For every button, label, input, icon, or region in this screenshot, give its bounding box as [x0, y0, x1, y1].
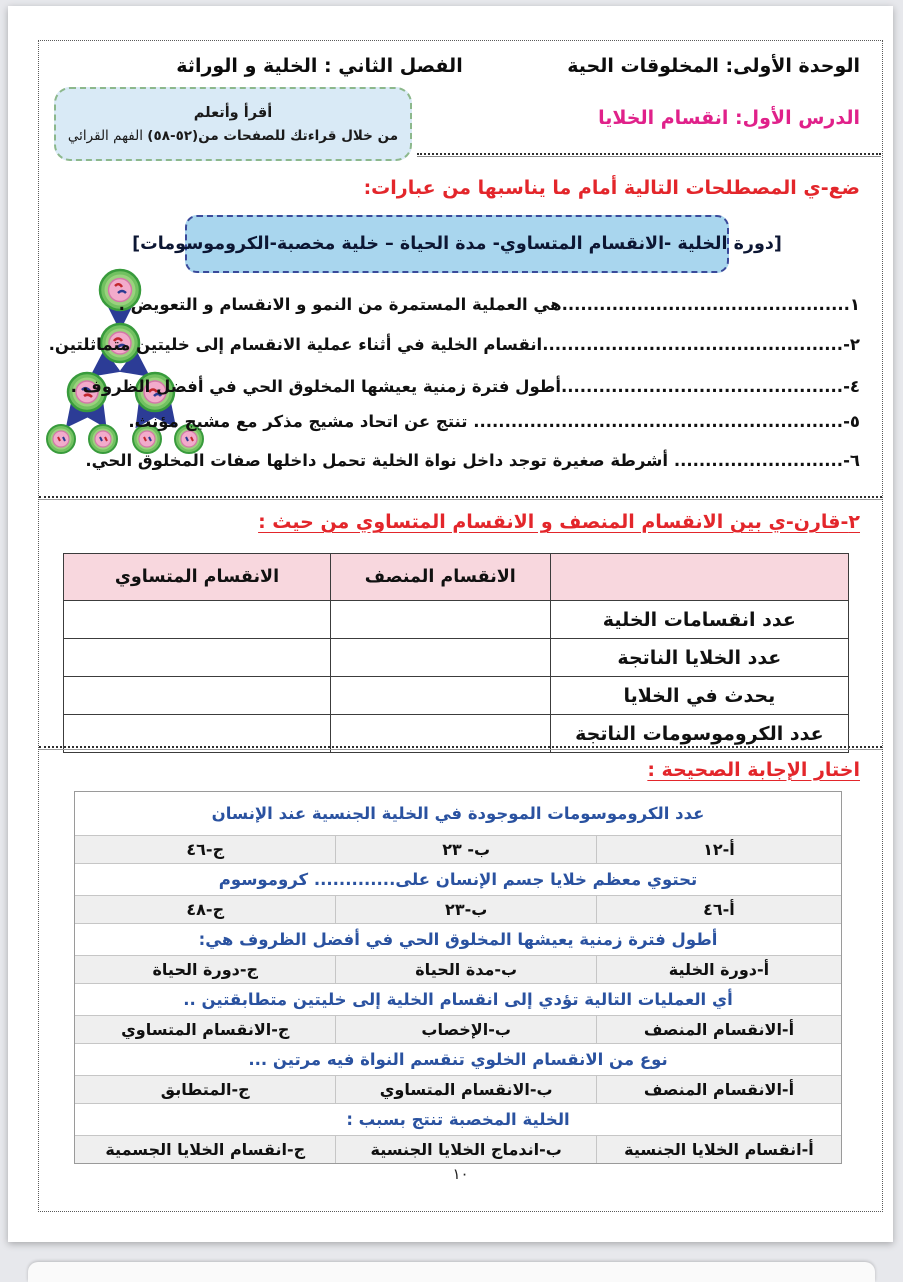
page-number: ١٠ — [452, 1165, 469, 1183]
table-row — [64, 639, 849, 677]
mcq-answer-row — [75, 836, 841, 864]
answer-blank-dots: ................................................ — [542, 335, 844, 354]
meiosis-column-header: الانقسام المنصف — [330, 554, 550, 601]
term-item-number: ١. — [843, 295, 860, 314]
answer-cell-mitosis — [64, 601, 331, 639]
row-label: عدد انقسامات الخلية — [550, 601, 848, 639]
header-dotted-divider — [417, 153, 881, 157]
term-item-1 — [119, 295, 860, 314]
comparison-header-row — [64, 554, 849, 601]
gamete-cell — [47, 425, 75, 453]
term-item-6 — [85, 451, 860, 470]
mcq-option-b: ب-الانقسام المتساوي — [335, 1076, 595, 1103]
term-item-2 — [49, 335, 860, 354]
read-and-learn-title: أقرأ وأتعلم — [193, 104, 273, 121]
term-item-number: ٢- — [843, 335, 860, 354]
reading-comprehension-label: الفهم القرائي — [67, 127, 143, 144]
term-item-number: ٦- — [843, 451, 860, 470]
mcq-question: عدد الكروموسومات الموجودة في الخلية الجنسية عند الإنسان — [75, 792, 841, 836]
mcq-option-a: أ-١٢ — [596, 836, 841, 863]
term-item-number: ٤- — [843, 377, 860, 396]
mcq-option-c: ج-دورة الحياة — [152, 960, 259, 979]
term-item-text: تنتج عن اتحاد مشيج مذكر مع مشيج مؤنث. — [128, 412, 474, 431]
section-divider — [39, 746, 882, 750]
mcq-question: أطول فترة زمنية يعيشها المخلوق الحي في أفضل الظروف هي: — [75, 924, 841, 956]
answer-blank-dots: ........................... — [673, 451, 844, 470]
read-pages-text: من خلال قراءتك للصفحات من(٥٢-٥٨) — [147, 127, 399, 144]
mcq-question: تحتوي معظم خلايا جسم الإنسان على............. كروموسوم — [75, 864, 841, 896]
answer-cell-mitosis — [64, 677, 331, 715]
lesson-title: الدرس الأول: انقسام الخلايا — [598, 107, 860, 129]
term-item-text: انقسام الخلية في أثناء عملية الانقسام إلى خليتين متماثلتين. — [48, 335, 543, 354]
term-item-text: أشرطة صغيرة توجد داخل نواة الخلية تحمل داخلها صفات المخلوق الحي. — [85, 451, 674, 470]
next-page-edge — [28, 1262, 875, 1282]
worksheet-inner-frame — [38, 40, 883, 1212]
mitosis-column-header: الانقسام المتساوي — [64, 554, 331, 601]
read-and-learn-subtitle — [68, 128, 398, 144]
mcq-option-a: أ-الانقسام المنصف — [596, 1016, 841, 1043]
terms-section-heading: ضع-ي المصطلحات التالية أمام ما يناسبها من عبارات: — [363, 177, 860, 199]
row-label: يحدث في الخلايا — [550, 677, 848, 715]
mcq-option-b: ب- ٢٣ — [335, 836, 595, 863]
answer-cell-meiosis — [330, 601, 550, 639]
term-item-text: أطول فترة زمنية يعيشها المخلوق الحي في أفضل الظروف . — [70, 377, 561, 396]
mcq-option-c: ج-المتطابق — [160, 1080, 250, 1099]
mcq-option-b: ب-الإخصاب — [335, 1016, 595, 1043]
mcq-question: أي العمليات التالية تؤدي إلى انقسام الخلية إلى خليتين متطابقتين .. — [75, 984, 841, 1016]
answer-cell-meiosis — [330, 677, 550, 715]
table-row — [64, 677, 849, 715]
mcq-answer-row — [75, 956, 841, 984]
mcq-table — [74, 791, 842, 1164]
mcq-question: نوع من الانقسام الخلوي تنقسم النواة فيه مرتين ... — [75, 1044, 841, 1076]
answer-blank-dots: ............................................. — [561, 295, 844, 314]
mcq-section-heading: اختار الإجابة الصحيحة : — [647, 759, 860, 781]
answer-blank-dots: ........................................................... — [473, 412, 844, 431]
compare-section-heading: ٢-قارن-ي بين الانقسام المنصف و الانقسام المتساوي من حيث : — [258, 511, 860, 533]
answer-cell-mitosis — [64, 639, 331, 677]
section-divider — [39, 496, 882, 500]
term-item-5 — [128, 412, 860, 431]
mcq-option-b: ب-مدة الحياة — [335, 956, 595, 983]
unit-title: الوحدة الأولى: المخلوقات الحية — [567, 55, 860, 77]
mcq-option-b: ب-٢٣ — [335, 896, 595, 923]
mcq-option-b: ب-اندماج الخلايا الجنسية — [335, 1136, 595, 1163]
mcq-option-a: أ-انقسام الخلايا الجنسية — [596, 1136, 841, 1163]
mcq-option-a: أ-دورة الخلية — [596, 956, 841, 983]
mcq-question: الخلية المخصبة تنتج بسبب : — [75, 1104, 841, 1136]
mcq-option-c: ج-انقسام الخلايا الجسمية — [105, 1140, 306, 1159]
mcq-answer-row — [75, 896, 841, 924]
mcq-answer-row — [75, 1136, 841, 1163]
table-row — [64, 601, 849, 639]
comparison-table — [63, 553, 849, 753]
mcq-option-a: أ-الانقسام المنصف — [596, 1076, 841, 1103]
answer-cell-meiosis — [330, 639, 550, 677]
read-and-learn-box — [54, 87, 412, 161]
row-label: عدد الخلايا الناتجة — [550, 639, 848, 677]
worksheet-sheet — [8, 6, 893, 1242]
gamete-cell — [89, 425, 117, 453]
terms-bank-box: [دورة الخلية -الانقسام المتساوي- مدة الحياة – خلية مخصبة-الكروموسومات] — [185, 215, 729, 273]
mcq-option-c: ج-٤٦ — [186, 840, 225, 859]
chapter-title: الفصل الثاني : الخلية و الوراثة — [176, 55, 463, 77]
mcq-option-c: ج-٤٨ — [186, 900, 225, 919]
comparison-corner-cell — [550, 554, 848, 601]
mcq-answer-row — [75, 1076, 841, 1104]
term-item-number: ٥- — [843, 412, 860, 431]
mcq-answer-row — [75, 1016, 841, 1044]
row-label: عدد الكروموسومات الناتجة — [550, 715, 848, 753]
mcq-option-a: أ-٤٦ — [596, 896, 841, 923]
term-item-text: هي العملية المستمرة من النمو و الانقسام و التعويض . — [118, 295, 562, 314]
mcq-option-c: ج-الانقسام المتساوي — [121, 1020, 290, 1039]
term-item-4 — [71, 377, 860, 396]
answer-blank-dots: ............................................. — [560, 377, 844, 396]
